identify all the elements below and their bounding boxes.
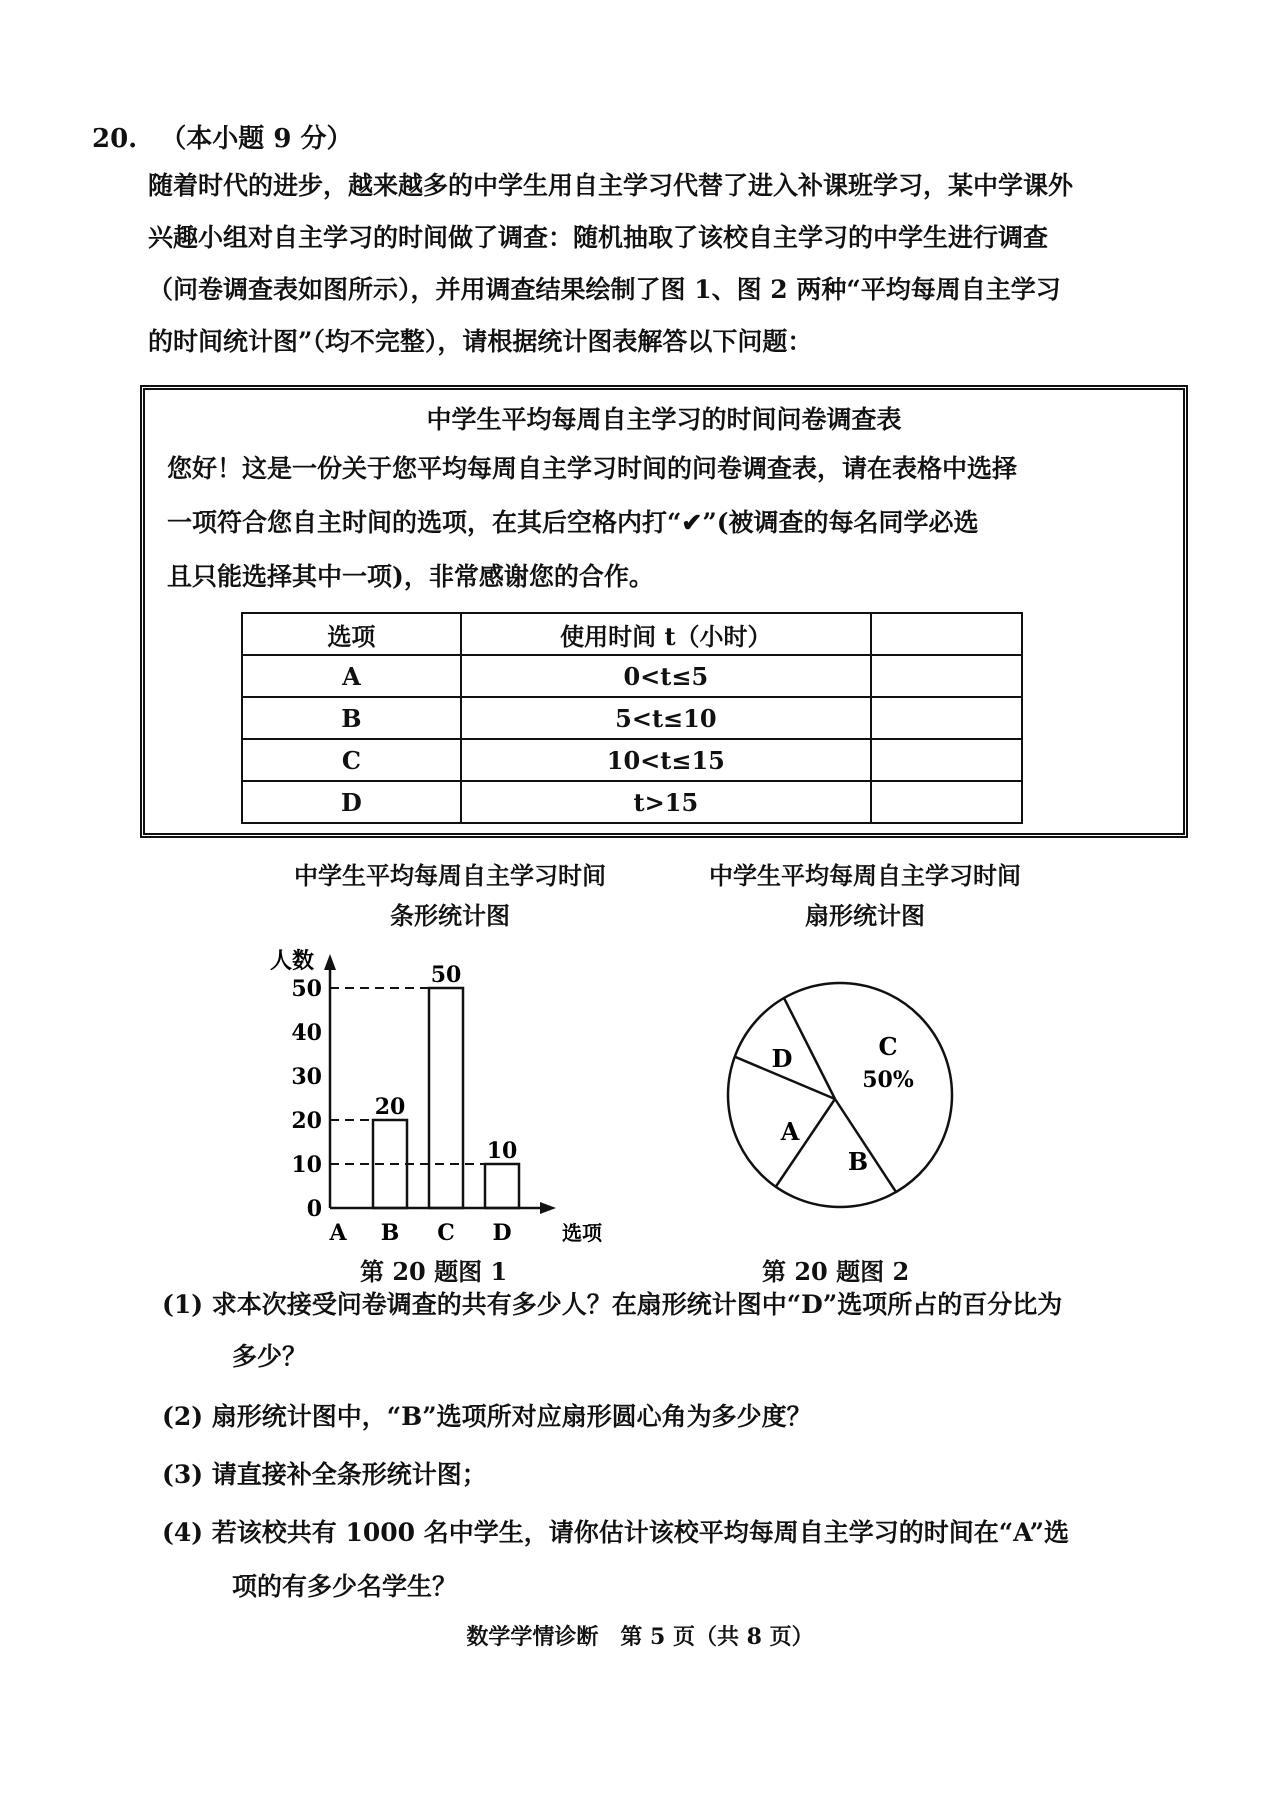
survey-line: 您好！这是一份关于您平均每周自主学习时间的问卷调查表，请在表格中选择 xyxy=(167,454,1018,483)
sub-question-4 xyxy=(162,1513,1069,1549)
bar-chart-title-line2: 条形统计图 xyxy=(390,901,510,930)
sub-question-4-cont: 项的有多少名学生？ xyxy=(232,1572,458,1601)
question-number: 20. xyxy=(92,124,138,154)
y-axis-label: 人数 xyxy=(270,948,315,974)
y-tick-label: 30 xyxy=(291,1064,322,1090)
bar-chart-caption: 第 20 题图 1 xyxy=(360,1257,508,1286)
cell-option: B xyxy=(242,697,461,739)
table-row xyxy=(242,739,1022,781)
bar-chart-title-line1: 中学生平均每周自主学习时间 xyxy=(294,861,606,890)
cell-check[interactable] xyxy=(871,697,1022,739)
header-time: 使用时间 t（小时） xyxy=(461,613,871,655)
bar-data-label: 20 xyxy=(374,1094,406,1120)
pie-chart-title-line2: 扇形统计图 xyxy=(805,901,925,930)
bar-data-label: 10 xyxy=(486,1138,518,1164)
intro-line: 的时间统计图”（均不完整），请根据统计图表解答以下问题： xyxy=(148,327,813,356)
header-check xyxy=(871,613,1022,655)
sub-question-label: (1) xyxy=(162,1290,204,1319)
pie-slice-label-A: A xyxy=(780,1117,800,1146)
pie-slice-edge xyxy=(835,1099,896,1192)
cell-time: 10<t≤15 xyxy=(461,739,871,781)
cell-time: 5<t≤10 xyxy=(461,697,871,739)
cell-time: t>15 xyxy=(461,781,871,823)
cell-option: C xyxy=(242,739,461,781)
pie-chart-title-line1: 中学生平均每周自主学习时间 xyxy=(709,861,1021,890)
bar-data-label: 50 xyxy=(430,962,462,988)
cell-check[interactable] xyxy=(871,781,1022,823)
question-header xyxy=(92,118,353,155)
y-tick-label: 40 xyxy=(291,1020,322,1046)
header-option: 选项 xyxy=(242,613,461,655)
survey-title: 中学生平均每周自主学习的时间问卷调查表 xyxy=(426,405,902,434)
sub-question-text: 请直接补全条形统计图； xyxy=(211,1460,487,1489)
x-tick-label: C xyxy=(437,1220,455,1246)
x-axis-arrow xyxy=(540,1202,556,1214)
y-tick-label: 10 xyxy=(291,1152,322,1178)
intro-line: 兴趣小组对自主学习的时间做了调查：随机抽取了该校自主学习的中学生进行调查 xyxy=(148,223,1049,252)
pie-chart-title xyxy=(665,856,1065,936)
table-row xyxy=(242,781,1022,823)
sub-question-3 xyxy=(162,1455,487,1491)
y-tick-label: 20 xyxy=(291,1108,322,1134)
bar-D xyxy=(485,1164,519,1208)
sub-question-1-cont: 多少？ xyxy=(232,1342,308,1371)
survey-box xyxy=(140,385,1188,838)
pie-chart xyxy=(700,980,980,1210)
y-axis-arrow xyxy=(324,954,336,970)
survey-line: 且只能选择其中一项)，非常感谢您的合作。 xyxy=(167,562,654,591)
x-tick-label: B xyxy=(380,1220,400,1246)
question-intro xyxy=(148,160,1208,368)
bar-chart xyxy=(250,930,670,1250)
sub-question-label: (3) xyxy=(162,1460,204,1489)
cell-option: A xyxy=(242,655,461,697)
cell-option: D xyxy=(242,781,461,823)
survey-body xyxy=(167,442,1167,604)
table-row xyxy=(242,655,1022,697)
intro-line: 随着时代的进步，越来越多的中学生用自主学习代替了进入补课班学习，某中学课外 xyxy=(148,171,1074,200)
cell-check[interactable] xyxy=(871,655,1022,697)
sub-question-2 xyxy=(162,1397,812,1433)
pie-slice-label-D: D xyxy=(771,1044,793,1073)
bar-C xyxy=(429,988,463,1208)
page-footer: 数学学情诊断 第 5 页（共 8 页） xyxy=(466,1624,814,1650)
sub-question-text: 扇形统计图中，“B”选项所对应扇形圆心角为多少度？ xyxy=(211,1402,812,1431)
pie-slice-label-B: B xyxy=(847,1147,869,1176)
sub-question-label: (2) xyxy=(162,1402,204,1431)
options-table xyxy=(241,612,1023,824)
pie-outline xyxy=(728,983,952,1207)
y-tick-label: 50 xyxy=(291,976,322,1002)
cell-check[interactable] xyxy=(871,739,1022,781)
y-tick-label: 0 xyxy=(306,1196,322,1222)
sub-question-text: 若该校共有 1000 名中学生，请你估计该校平均每周自主学习的时间在“A”选 xyxy=(211,1518,1069,1547)
table-row xyxy=(242,697,1022,739)
pie-chart-caption: 第 20 题图 2 xyxy=(762,1257,910,1286)
sub-question-label: (4) xyxy=(162,1518,204,1547)
survey-line: 一项符合您自主时间的选项，在其后空格内打“✔”(被调查的每名同学必选 xyxy=(167,508,979,537)
question-points: （本小题 9 分） xyxy=(160,124,353,154)
cell-time: 0<t≤5 xyxy=(461,655,871,697)
sub-question-1 xyxy=(162,1285,1062,1321)
table-header-row xyxy=(242,613,1022,655)
intro-line: （问卷调查表如图所示），并用调查结果绘制了图 1、图 2 两种“平均每周自主学习 xyxy=(148,275,1061,304)
pie-slice-percent: 50% xyxy=(862,1067,914,1093)
x-tick-label: D xyxy=(492,1220,512,1246)
pie-slice-label-C: C xyxy=(878,1032,898,1061)
bar-chart-title xyxy=(250,856,650,936)
sub-question-text: 求本次接受问卷调查的共有多少人？在扇形统计图中“D”选项所占的百分比为 xyxy=(211,1290,1063,1319)
x-axis-label: 选项 xyxy=(562,1221,602,1245)
x-tick-label: A xyxy=(329,1220,347,1246)
